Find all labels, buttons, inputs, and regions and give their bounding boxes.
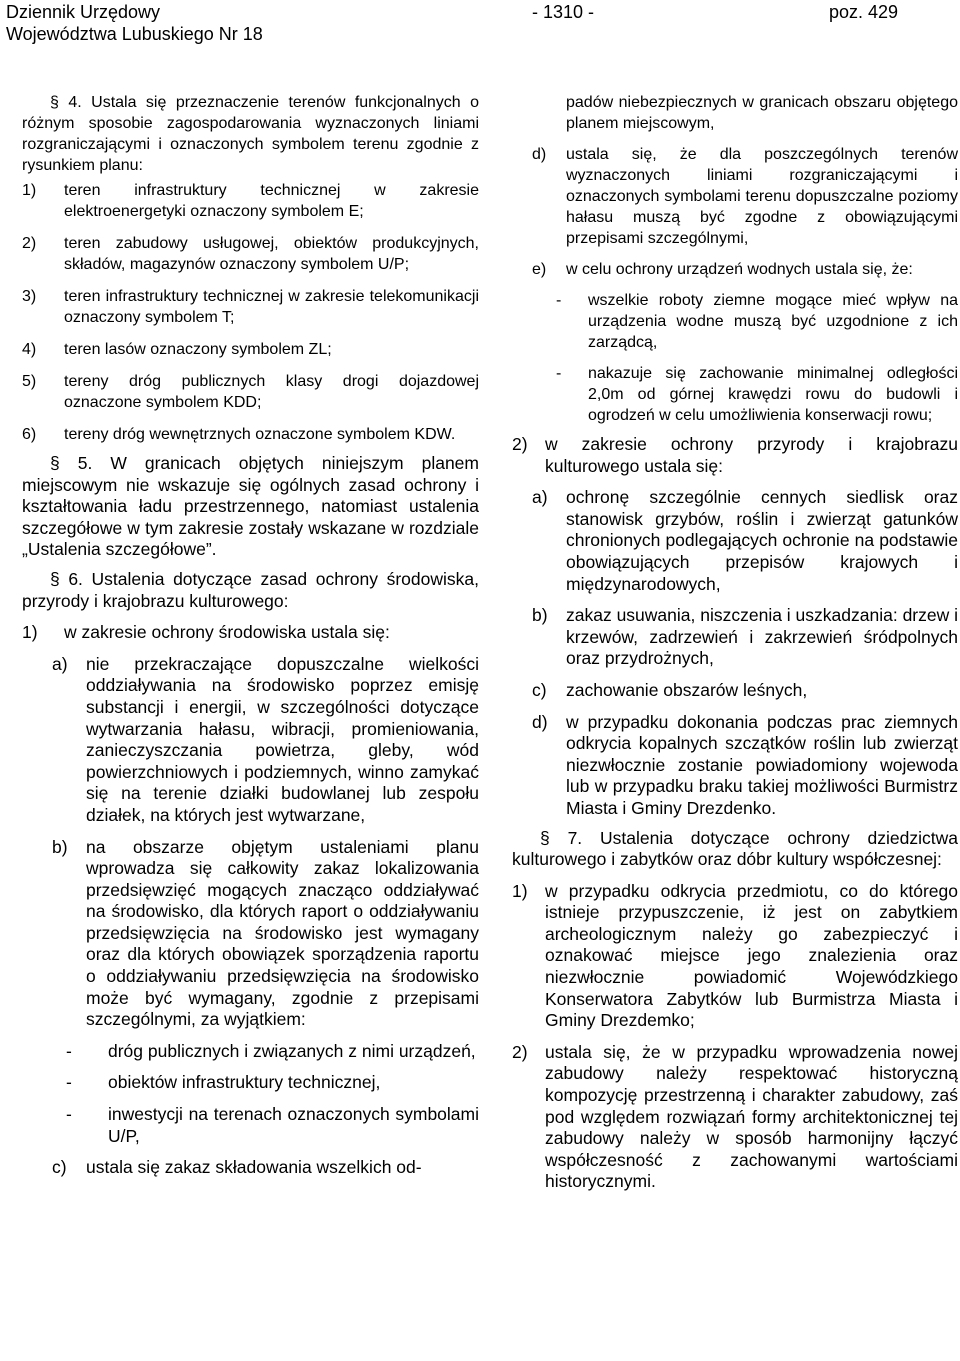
page-header <box>0 0 960 48</box>
list-item <box>22 286 479 328</box>
continued-text: padów niebezpiecznych w granicach obszaru objętego planem miejscowym, <box>566 94 958 132</box>
list-item <box>22 180 479 222</box>
section-6-intro: § 6. Ustalenia dotyczące zasad ochrony środowiska, przyrody i krajobrazu kulturowego: <box>22 568 479 611</box>
list-item <box>22 654 479 827</box>
list-marker: d) <box>532 146 547 163</box>
list-text: w zakresie ochrony przyrody i krajobrazu kulturowego ustala się: <box>545 434 958 476</box>
dash-item <box>22 1041 479 1063</box>
list-text: w zakresie ochrony środowiska ustala się: <box>64 622 390 643</box>
list-marker: e) <box>532 261 547 278</box>
list-item <box>512 1042 958 1193</box>
dash-marker: - <box>556 365 562 382</box>
list-item <box>512 712 958 820</box>
left-column <box>22 92 479 1179</box>
dash-text: nakazuje się zachowanie minimalnej odległości 2,0m od górnej krawędzi rowu do budowli i ogrodzeń w celu umożliwienia konserwacji rowu; <box>588 365 958 424</box>
list-text: nie przekraczające dopuszczalne wielkości oddziaływania na środowisko poprzez emisję substancji i energii, w szczególności dotyczące wytwarzania hałasu, wibracji, promieniowania, zanieczyszczania powietrza, gleby, wód powierzchniowych i podziemnych, winno zamykać się na terenie działki budowlanej lub zespołu działek, na których jest wytwarzane, <box>86 653 479 825</box>
list-text: ustala się, że dla poszczególnych terenów wyznaczonych liniami rozgraniczającymi i oznaczonych symbolami terenu dopuszczalne poziomy hałasu muszą być zgodne z obowiązującymi przepisami szczególnymi, <box>566 146 958 247</box>
list-marker: b) <box>532 605 548 626</box>
list-marker: 1) <box>512 880 528 901</box>
list-text: ustala się zakaz składowania wszelkich od- <box>86 1157 422 1178</box>
list-marker: a) <box>52 653 68 674</box>
list-marker: 2) <box>22 235 37 252</box>
dash-item <box>512 290 958 353</box>
list-marker: 5) <box>22 373 37 390</box>
list-marker: c) <box>52 1157 67 1178</box>
list-marker: d) <box>532 711 548 732</box>
list-item <box>22 424 479 445</box>
list-marker: 3) <box>22 288 37 305</box>
list-text: ustala się, że w przypadku wprowadzenia nowej zabudowy należy respektować historyczną kompozycję przestrzenną i charakter zabudowy, zaś pod względem rozwiązań formy architektonicznej tej zabudowy należy w sposób harmonijny łączyć współczesność z zachowanymi wartościami historycznymi. <box>545 1041 958 1192</box>
list-marker: b) <box>52 836 68 857</box>
section-7-intro: § 7. Ustalenia dotyczące ochrony dziedzictwa kulturowego i zabytków oraz dóbr kultury współczesnej: <box>512 827 958 870</box>
dash-marker: - <box>66 1104 72 1125</box>
list-marker: c) <box>532 679 547 700</box>
list-item <box>512 680 958 702</box>
list-text: w celu ochrony urządzeń wodnych ustala się, że: <box>566 261 913 278</box>
dash-text: obiektów infrastruktury technicznej, <box>108 1072 381 1093</box>
list-item <box>512 487 958 595</box>
list-text: tereny dróg wewnętrznych oznaczone symbolem KDW. <box>64 426 456 443</box>
list-text: teren lasów oznaczony symbolem ZL; <box>64 341 332 358</box>
list-marker: 6) <box>22 426 37 443</box>
section-4-intro: § 4. Ustala się przeznaczenie terenów funkcjonalnych o różnym sposobie zagospodarowania wyznaczonych liniami rozgraniczającymi i oznaczonych symbolem terenu zgodnie z rysunkiem planu: <box>22 94 479 174</box>
list-item <box>512 144 958 249</box>
dash-text: inwestycji na terenach oznaczonych symbolami U/P, <box>108 1104 479 1146</box>
journal-subtitle: Województwa Lubuskiego Nr 18 <box>6 24 263 44</box>
list-marker: a) <box>532 487 548 508</box>
dash-item <box>512 363 958 426</box>
list-text: teren infrastruktury technicznej w zakresie telekomunikacji oznaczony symbolem T; <box>64 288 479 326</box>
list-item <box>22 622 479 644</box>
right-column <box>512 92 958 1193</box>
list-marker: 2) <box>512 1041 528 1062</box>
section-5: § 5. W granicach objętych niniejszym planem miejscowym nie wskazuje się ogólnych zasad ochrony i kształtowania ładu przestrzennego, natomiast ustalenia szczegółowe w tym zakresie zostały wskazane w rozdziale „Ustalenia szczegółowe”. <box>22 453 479 560</box>
list-text: tereny dróg publicznych klasy drogi dojazdowej oznaczone symbolem KDD; <box>64 373 479 411</box>
list-marker: 4) <box>22 341 37 358</box>
list-text: zakaz usuwania, niszczenia i uszkadzania: drzew i krzewów, zadrzewień i zakrzewień śródpolnych oraz przydrożnych, <box>566 605 958 669</box>
position-number: poz. 429 <box>828 2 898 22</box>
list-item <box>512 259 958 280</box>
list-marker: 2) <box>512 434 528 454</box>
dash-text: wszelkie roboty ziemne mogące mieć wpływ na urządzenia wodne muszą być uzgodnione z ich zarządcą, <box>588 292 958 351</box>
list-text: teren zabudowy usługowej, obiektów produkcyjnych, składów, magazynów oznaczony symbolem U/P; <box>64 235 479 273</box>
dash-marker: - <box>556 292 562 309</box>
list-item <box>22 1157 479 1179</box>
list-item <box>22 371 479 413</box>
dash-text: dróg publicznych i związanych z nimi urządzeń, <box>108 1040 476 1061</box>
list-text: zachowanie obszarów leśnych, <box>566 679 808 700</box>
list-text: w przypadku odkrycia przedmiotu, co do którego istnieje przypuszczenie, iż jest on zabytkiem archeologicznym należy go zabezpieczyć i oznakować miejsce jego znalezienia oraz niezwłocznie powiadomić Wojewódzkiego Konserwatora Zabytków lub Burmistrza Miasta i Gminy Drezdemko; <box>545 880 958 1031</box>
dash-item <box>22 1072 479 1094</box>
list-text: na obszarze objętym ustaleniami planu wprowadza się całkowity zakaz lokalizowania przedsięwzięć mogących znacząco oddziaływać na środowisko, dla których raport o oddziaływaniu przedsięwzięcia na środowisko jest wymagany oraz dla których obowiązek sporządzenia raportu o oddziaływaniu przedsięwzięcia na środowisko może być wymagany, zgodnie z przepisami szczególnymi, za wyjątkiem: <box>86 836 479 1030</box>
list-item <box>22 339 479 360</box>
list-item <box>22 233 479 275</box>
list-item <box>22 837 479 1031</box>
list-item <box>512 605 958 670</box>
list-item <box>512 881 958 1032</box>
list-marker: 1) <box>22 182 37 199</box>
journal-title: Dziennik Urzędowy <box>6 2 161 22</box>
dash-marker: - <box>66 1072 72 1093</box>
list-text: ochronę szczególnie cennych siedlisk oraz stanowisk grzybów, roślin i zwierząt gatunków chronionych podlegających ochronie na podstawie obowiązujących przepisów krajowych i międzynarodowych, <box>566 487 958 594</box>
dash-marker: - <box>66 1040 72 1061</box>
list-item <box>512 434 958 477</box>
list-text: w przypadku dokonania podczas prac ziemnych odkrycia kopalnych szczątków roślin lub zwierząt niezwłocznie zostanie powiadomiony wojewoda lub w przypadku braku takiej możliwości Burmistrz Miasta i Gminy Drezdenko. <box>566 711 958 818</box>
list-text: teren infrastruktury technicznej w zakresie elektroenergetyki oznaczony symbolem E; <box>64 182 479 220</box>
list-marker: 1) <box>22 622 38 643</box>
dash-item <box>22 1104 479 1147</box>
page-number: - 1310 - <box>532 2 595 22</box>
